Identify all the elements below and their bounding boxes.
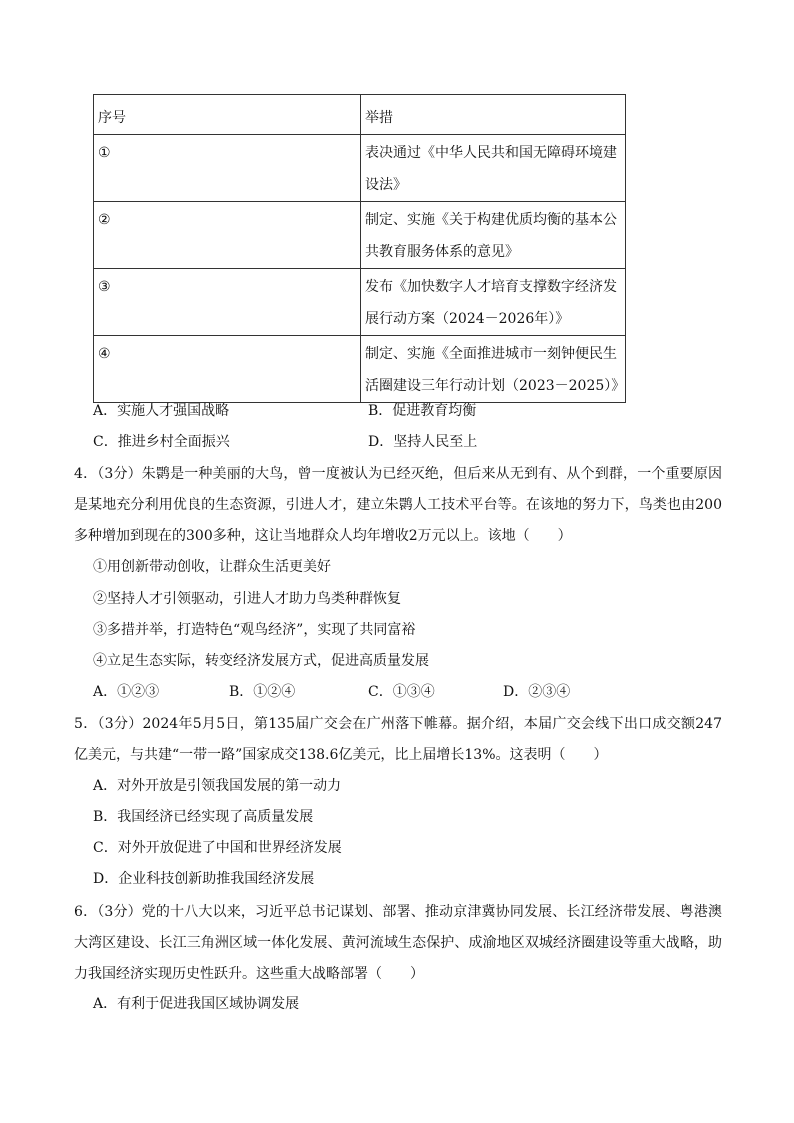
table-row [94, 336, 626, 403]
row-number: ④ [94, 336, 361, 403]
q5-option-c[interactable]: C．对外开放促进了中国和世界经济发展 [93, 840, 342, 856]
q4-statement-3: ③多措并举，打造特色“观鸟经济”，实现了共同富裕 [93, 622, 416, 638]
q4-option-a[interactable]: A．①②③ [93, 684, 160, 700]
table-row [94, 135, 626, 202]
row-number: ③ [94, 269, 361, 336]
q4-statement-4: ④立足生态实际，转变经济发展方式，促进高质量发展 [93, 653, 429, 669]
q4-option-c[interactable]: C．①③④ [368, 684, 435, 700]
q6-option-a[interactable]: A．有利于促进我国区域协调发展 [93, 996, 300, 1012]
row-measure: 发布《加快数字人才培育支撑数字经济发展行动方案（2024－2026年）》 [361, 269, 626, 336]
q5-option-d[interactable]: D．企业科技创新助推我国经济发展 [93, 871, 315, 887]
q4-statement-1: ①用创新带动创收，让群众生活更美好 [93, 559, 331, 575]
q4-stem: 4．（3分）朱鹮是一种美丽的大鸟，曾一度被认为已经灭绝，但后来从无到有、从个到群，一个重要原因是某地充分利用优良的生态资源，引进人才，建立朱鹮人工技术平台等。在该地的努力下，鸟类也由200多种增加到现在的300多种，这让当地群众人均年增收2万元以上。该地（ ） [74, 466, 722, 544]
q3-option-a[interactable]: A．实施人才强国战略 [93, 403, 230, 419]
table-header-row [94, 95, 626, 135]
row-measure: 表决通过《中华人民共和国无障碍环境建设法》 [361, 135, 626, 202]
row-measure: 制定、实施《全面推进城市一刻钟便民生活圈建设三年行动计划（2023－2025）》 [361, 336, 626, 403]
header-number: 序号 [94, 95, 361, 135]
q3-option-d[interactable]: D．坚持人民至上 [368, 434, 478, 450]
q5-option-b[interactable]: B．我国经济已经实现了高质量发展 [93, 809, 314, 825]
row-measure: 制定、实施《关于构建优质均衡的基本公共教育服务体系的意见》 [361, 202, 626, 269]
row-number: ① [94, 135, 361, 202]
q4-option-d[interactable]: D．②③④ [503, 684, 571, 700]
q3-option-c[interactable]: C．推进乡村全面振兴 [93, 434, 230, 450]
q6-stem: 6．（3分）党的十八大以来，习近平总书记谋划、部署、推动京津冀协同发展、长江经济带发展、粤港澳大湾区建设、长江三角洲区域一体化发展、黄河流域生态保护、成渝地区双城经济圈建设等重大战略，助力我国经济实现历史性跃升。这些重大战略部署（ ） [74, 904, 722, 982]
q5-option-a[interactable]: A．对外开放是引领我国发展的第一动力 [93, 778, 342, 794]
table-row [94, 269, 626, 336]
row-number: ② [94, 202, 361, 269]
header-measure: 举措 [361, 95, 626, 135]
q4-option-b[interactable]: B．①②④ [229, 684, 296, 700]
measures-table [93, 94, 626, 403]
q3-option-b[interactable]: B．促进教育均衡 [368, 403, 477, 419]
table-row [94, 202, 626, 269]
q5-stem: 5．（3分）2024年5月5日，第135届广交会在广州落下帷幕。据介绍，本届广交会线下出口成交额247亿美元，与共建“一带一路”国家成交138.6亿美元，比上届增长13%。这表明（ ） [74, 716, 722, 763]
q4-statement-2: ②坚持人才引领驱动，引进人才助力鸟类种群恢复 [93, 591, 401, 607]
